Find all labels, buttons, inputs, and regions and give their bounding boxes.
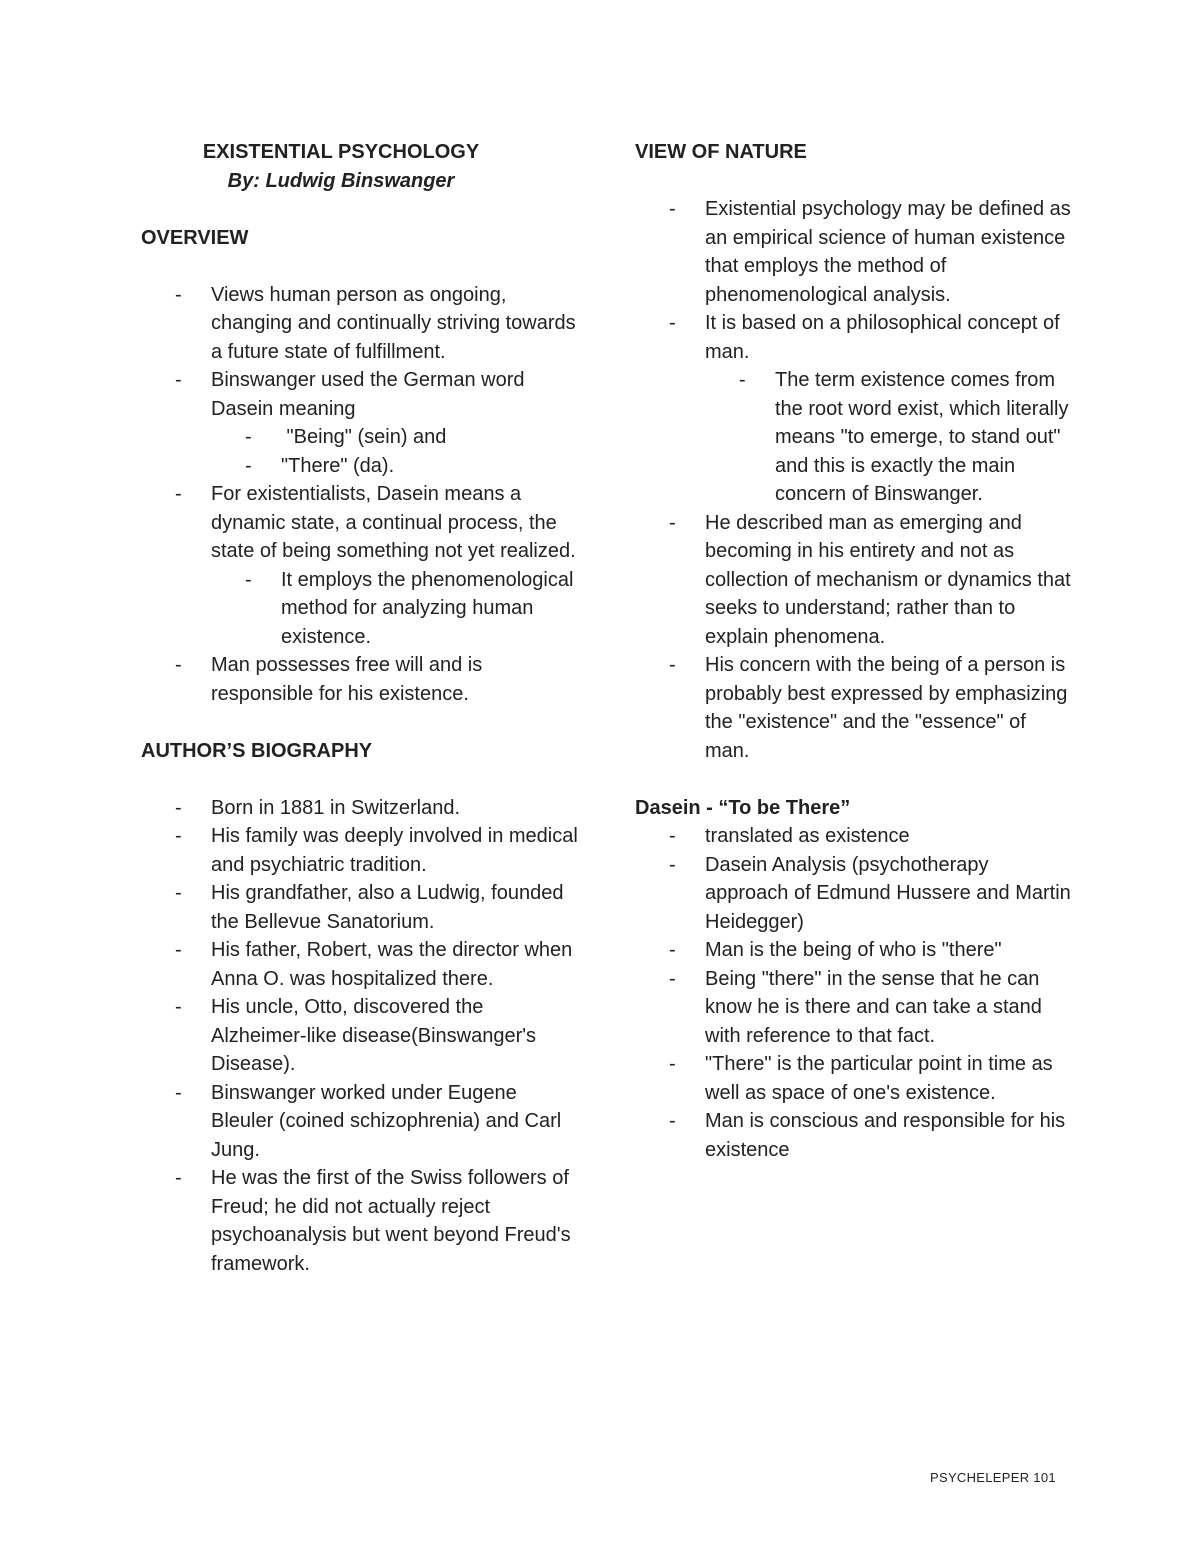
- bullet-dash: -: [669, 654, 676, 676]
- view-of-nature-list: [635, 195, 1075, 765]
- right-column: [635, 138, 1075, 1164]
- list-item-text: His concern with the being of a person is probably best expressed by emphasizing the "existence" and the "essence" of man.: [705, 654, 1068, 762]
- overview-heading: OVERVIEW: [141, 226, 249, 249]
- bullet-dash: -: [669, 312, 676, 334]
- bullet-dash: -: [175, 654, 182, 676]
- list-item: [635, 851, 1075, 937]
- list-item: [141, 281, 581, 367]
- list-item: [141, 822, 581, 879]
- page-footer: PSYCHELEPER 101: [930, 1470, 1056, 1485]
- bullet-dash: -: [175, 882, 182, 904]
- sub-list-item: [211, 423, 581, 452]
- list-item: [141, 1079, 581, 1165]
- list-item: [635, 651, 1075, 765]
- list-item-text: His family was deeply involved in medical and psychiatric tradition.: [211, 825, 578, 876]
- bullet-dash: -: [669, 1110, 676, 1132]
- bullet-dash: -: [175, 1081, 182, 1104]
- list-item-text: His father, Robert, was the director when Anna O. was hospitalized there.: [211, 939, 573, 990]
- bullet-dash: -: [175, 939, 182, 961]
- bullet-dash: -: [175, 1167, 182, 1189]
- list-item-text: He was the first of the Swiss followers of Freud; he did not actually reject psychoanalysis but went beyond Freud's framework.: [211, 1167, 571, 1275]
- bullet-dash: -: [175, 825, 182, 847]
- list-item-text: Being "there" in the sense that he can know he is there and can take a stand with reference to that fact.: [705, 967, 1042, 1047]
- sub-list-item: [211, 452, 581, 481]
- list-item-text: translated as existence: [705, 825, 910, 847]
- sub-list-item: [705, 366, 1075, 509]
- sub-list-item-text: "Being" (sein) and: [281, 426, 447, 448]
- bullet-dash: -: [175, 369, 182, 391]
- list-item-text: He described man as emerging and becoming in his entirety and not as collection of mechanism or dynamics that seeks to understand; rather than to explain phenomena.: [705, 511, 1071, 648]
- list-item: [635, 822, 1075, 851]
- sub-list: [705, 366, 1075, 509]
- bullet-dash: -: [669, 1053, 676, 1075]
- list-item-text: Man possesses free will and is responsible for his existence.: [211, 654, 483, 705]
- sub-list-item-text: The term existence comes from the root word exist, which literally means "to emerge, to stand out" and this is exactly the main concern of Binswanger.: [775, 369, 1069, 505]
- bullet-dash: -: [175, 483, 182, 505]
- list-item: [635, 309, 1075, 509]
- view-of-nature-heading: VIEW OF NATURE: [635, 141, 807, 163]
- list-item: [635, 195, 1075, 309]
- list-item: [141, 651, 581, 708]
- bullet-dash: -: [245, 454, 252, 477]
- list-item-text: Man is the being of who is "there": [705, 939, 1002, 961]
- list-item-text: His uncle, Otto, discovered the Alzheimer-like disease(Binswanger's Disease).: [211, 996, 537, 1075]
- biography-heading: AUTHOR’S BIOGRAPHY: [141, 739, 373, 762]
- list-item: [141, 936, 581, 993]
- bullet-dash: -: [739, 369, 746, 391]
- sub-list-item-text: It employs the phenomenological method for analyzing human existence.: [281, 568, 574, 648]
- list-item: [635, 965, 1075, 1051]
- document-title: EXISTENTIAL PSYCHOLOGY: [202, 141, 480, 163]
- sub-list-item: [211, 566, 581, 652]
- list-item: [141, 879, 581, 936]
- dasein-list: [635, 822, 1075, 1164]
- bullet-dash: -: [669, 939, 676, 961]
- list-item-text: Born in 1881 in Switzerland.: [211, 796, 461, 819]
- bullet-dash: -: [175, 796, 182, 819]
- list-item: [635, 936, 1075, 965]
- list-item-text: Dasein Analysis (psychotherapy approach of Edmund Hussere and Martin Heidegger): [705, 853, 1071, 933]
- left-column: [141, 138, 581, 1278]
- bullet-dash: -: [175, 283, 182, 306]
- list-item-text: His grandfather, also a Ludwig, founded the Bellevue Sanatorium.: [211, 882, 564, 933]
- list-item-text: Man is conscious and responsible for his existence: [705, 1110, 1066, 1161]
- bullet-dash: -: [669, 967, 676, 990]
- list-item: [141, 993, 581, 1079]
- bullet-dash: -: [669, 198, 676, 220]
- list-item-text: "There" is the particular point in time as well as space of one's existence.: [705, 1053, 1053, 1104]
- dasein-heading: Dasein - “To be There”: [635, 796, 851, 819]
- bullet-dash: -: [245, 426, 252, 448]
- list-item-text: For existentialists, Dasein means a dynamic state, a continual process, the state of being something not yet realized.: [211, 483, 576, 562]
- list-item: [635, 1107, 1075, 1164]
- bullet-dash: -: [245, 568, 252, 591]
- list-item-text: It is based on a philosophical concept of man.: [705, 312, 1060, 363]
- sub-list: [211, 423, 581, 480]
- list-item-text: Views human person as ongoing, changing and continually striving towards a future state of fulfillment.: [211, 283, 576, 363]
- overview-list: [141, 281, 581, 709]
- list-item-text: Existential psychology may be defined as an empirical science of human existence that employs the method of phenomenological analysis.: [705, 198, 1071, 306]
- bullet-dash: -: [669, 825, 676, 847]
- sub-list: [211, 566, 581, 652]
- bullet-dash: -: [669, 853, 676, 876]
- biography-list: [141, 794, 581, 1279]
- list-item: [141, 366, 581, 480]
- list-item: [635, 509, 1075, 652]
- bullet-dash: -: [175, 996, 182, 1018]
- list-item: [635, 1050, 1075, 1107]
- list-item: [141, 794, 581, 823]
- bullet-dash: -: [669, 511, 676, 534]
- list-item-text: Binswanger worked under Eugene Bleuler (coined schizophrenia) and Carl Jung.: [211, 1081, 562, 1161]
- list-item: [141, 1164, 581, 1278]
- document-author: By: Ludwig Binswanger: [227, 169, 455, 192]
- list-item-text: Binswanger used the German word Dasein meaning: [211, 369, 525, 420]
- sub-list-item-text: "There" (da).: [281, 454, 395, 477]
- list-item: [141, 480, 581, 651]
